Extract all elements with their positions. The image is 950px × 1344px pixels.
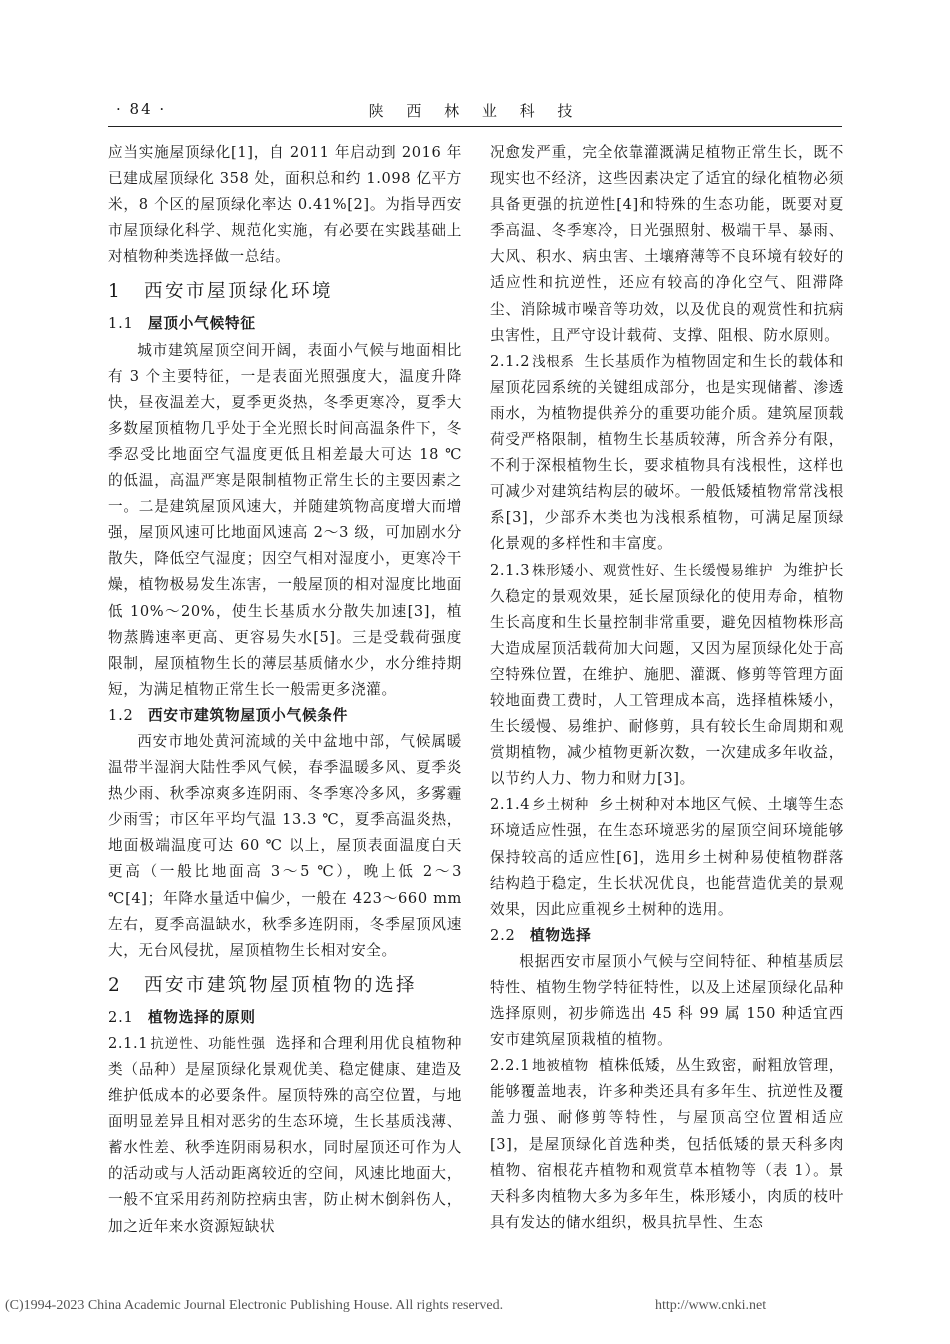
item-2-1-3-paragraph (490, 558, 844, 793)
item-text: 生长基质作为植物固定和生长的载体和屋顶花园系统的关键组成部分，也是实现储蓄、渗透雨水，为植物提供养分的重要功能介质。建筑屋顶载荷受严格限制，植物生长基质较薄，所含养分有限，不利于深根植物生长，要求植物具有浅根性，这样也可减少对建筑结构层的破坏。一般低矮植物常常浅根系[3]，少部乔木类也为浅根系植物，可满足屋顶绿化景观的多样性和丰富度。 (490, 352, 844, 553)
item-2-1-1-paragraph (108, 1031, 462, 1240)
section-2-heading (108, 974, 462, 997)
page-header (108, 98, 842, 124)
subsection-1-1-heading (108, 311, 462, 337)
subsection-title: 植物选择 (530, 926, 592, 944)
subsection-title: 西安市建筑物屋顶小气候条件 (148, 706, 349, 724)
section-number: 2 (108, 974, 123, 996)
item-2-2-1-paragraph (490, 1053, 844, 1236)
left-column (108, 140, 462, 1240)
section-title: 西安市建筑物屋顶植物的选择 (144, 974, 418, 996)
right-column (490, 140, 844, 1236)
item-text: 植株低矮，丛生致密，耐粗放管理，能够覆盖地表，许多种类还具有多年生、抗逆性及覆盖力强、耐修剪等特性，与屋顶高空位置相适应[3]，是屋顶绿化首选种类，包括低矮的景天科多肉植物、宿根花卉植物和观赏草本植物等（表 1）。景天科多肉植物大多为多年生，株形矮小，肉质的枝叶具有发达的储水组织，极具抗旱性、生态 (490, 1057, 844, 1231)
section-title: 西安市屋顶绿化环境 (144, 281, 334, 303)
journal-title: 陕 西 林 业 科 技 (368, 102, 582, 120)
section-number: 1 (108, 281, 123, 303)
item-number: 2.1.4 (490, 796, 531, 814)
subsection-2-2-heading (490, 923, 844, 949)
subsection-number: 1.2 (108, 706, 134, 724)
page-number: · 84 · (116, 100, 167, 118)
subsection-number: 2.2 (490, 926, 516, 944)
item-text: 乡土树种对本地区气候、土壤等生态环境适应性强，在生态环境恶劣的屋顶空间环境能够保持较高的适应性[6]，选用乡土树种易使植物群落结构趋于稳定，生长状况优良，也能营造优美的景观效果，因此应重视乡土树种的选用。 (490, 796, 844, 918)
item-2-1-2-paragraph (490, 349, 844, 558)
subsection-number: 1.1 (108, 315, 134, 333)
intro-paragraph: 应当实施屋顶绿化[1]，自 2011 年启动到 2016 年已建成屋顶绿化 358 处，面积总和约 1.098 亿平方米，8 个区的屋顶绿化率达 0.41%[2]。为指导西安市屋顶绿化科学、规范化实施，有必要在实践基础上对植物种类选择做一总结。 (108, 144, 462, 266)
item-number: 2.1.2 (490, 352, 531, 370)
item-text: 选择和合理利用优良植物种类（品种）是屋顶绿化景观优美、稳定健康、建造及维护低成本的必要条件。屋顶特殊的高空位置，与地面明显差异且相对恶劣的生态环境，生长基质浅薄、蓄水性差、秋季连阴雨易积水，同时屋顶还可作为人的活动或与人活动距离较近的空间，风速比地面大，一般不宜采用药剂防控病虫害，防止树木倒斜伤人，加之近年来水资源短缺状 (108, 1034, 462, 1235)
subsection-2-2-paragraph: 根据西安市屋顶小气候与空间特征、种植基质层特性、植物生物学特征特性，以及上述屋顶绿化品种选择原则，初步筛选出 45 科 99 属 150 种适宜西安市建筑屋顶栽植的植物。 (490, 952, 844, 1049)
section-1-heading (108, 280, 462, 303)
subsection-title: 屋顶小气候特征 (148, 315, 256, 333)
item-text: 为维护长久稳定的景观效果，延长屋顶绿化的使用寿命，植物生长高度和生长量控制非常重要，避免因植物株形高大造成屋顶活载荷加大问题，又因为屋顶绿化处于高空特殊位置，在维护、施肥、灌溉、修剪等管理方面较地面费工费时，人工管理成本高，选择植株矮小，生长缓慢、易维护、耐修剪，具有较长生命周期和观赏期植物，减少植物更新次数，一次建成多年收益，以节约人力、物力和财力[3]。 (490, 561, 844, 788)
item-title: 株形矮小、观赏性好、生长缓慢易维护 (532, 562, 773, 579)
subsection-1-2-paragraph: 西安市地处黄河流域的关中盆地中部，气候属暖温带半湿润大陆性季风气候，春季温暖多风、夏季炎热少雨、秋季凉爽多连阴雨、冬季寒冷多风，多雾霾少雨雪；市区年平均气温 13.3 ℃，夏季高温炎热，地面极端温度可达 60 ℃ 以上，屋顶表面温度白天更高（一般比地面高 3～5 ℃），晚上低 2～3 ℃[4]；年降水量适中偏少，一般在 423～660 mm 左右，夏季高温缺水，秋季多连阴雨，冬季屋顶风速大，无台风侵扰，屋顶植物生长相对安全。 (108, 732, 462, 959)
item-number: 2.2.1 (490, 1057, 531, 1075)
subsection-1-2-heading (108, 703, 462, 729)
item-title: 抗逆性、功能性强 (150, 1035, 266, 1052)
subsection-1-1-paragraph: 城市建筑屋顶空间开阔，表面小气候与地面相比有 3 个主要特征，一是表面光照强度大，温度升降快，昼夜温差大，夏季更炎热，冬季更寒冷，夏季大多数屋顶植物几乎处于全光照长时间高温条件下，冬季忍受比地面空气温度更低且相差最大可达 18 ℃ 的低温，高温严寒是限制植物正常生长的主要因素之一。二是建筑屋顶风速大，并随建筑物高度增大而增强，屋顶风速可比地面风速高 2～3 级，可加剧水分散失，降低空气湿度；因空气相对湿度小，更寒冷干燥，植物极易发生冻害，一般屋顶的相对湿度比地面低 10%～20%，使生长基质水分散失加速[3]，植物蒸腾速率更高、更容易失水[5]。三是受载荷强度限制，屋顶植物生长的薄层基质储水少，水分维持期短，为满足植物正常生长一般需更多浇灌。 (108, 341, 462, 698)
item-title: 浅根系 (532, 353, 575, 370)
subsection-2-1-heading (108, 1005, 462, 1031)
subsection-number: 2.1 (108, 1008, 134, 1026)
item-number: 2.1.1 (108, 1034, 149, 1052)
continuation-paragraph: 况愈发严重，完全依靠灌溉满足植物正常生长，既不现实也不经济，这些因素决定了适宜的绿化植物必须具备更强的抗逆性[4]和特殊的生态功能，既要对夏季高温、冬季寒冷，日光强照射、极端干旱、暴雨、大风、积水、病虫害、土壤瘠薄等不良环境有较好的适应性和抗逆性，还应有较高的净化空气、阻滞降尘、消除城市噪音等功效，以及优良的观赏性和抗病虫害性，且严守设计载荷、支撑、阻根、防水原则。 (490, 144, 844, 344)
item-title: 地被植物 (532, 1058, 590, 1075)
header-rule (108, 126, 842, 127)
item-number: 2.1.3 (490, 561, 531, 579)
website-link[interactable]: http://www.cnki.net (655, 1298, 767, 1313)
item-2-1-4-paragraph (490, 792, 844, 922)
item-title: 乡土树种 (532, 797, 590, 814)
copyright-notice: (C)1994-2023 China Academic Journal Electronic Publishing House. All rights reserved. (5, 1298, 504, 1313)
subsection-title: 植物选择的原则 (148, 1008, 256, 1026)
